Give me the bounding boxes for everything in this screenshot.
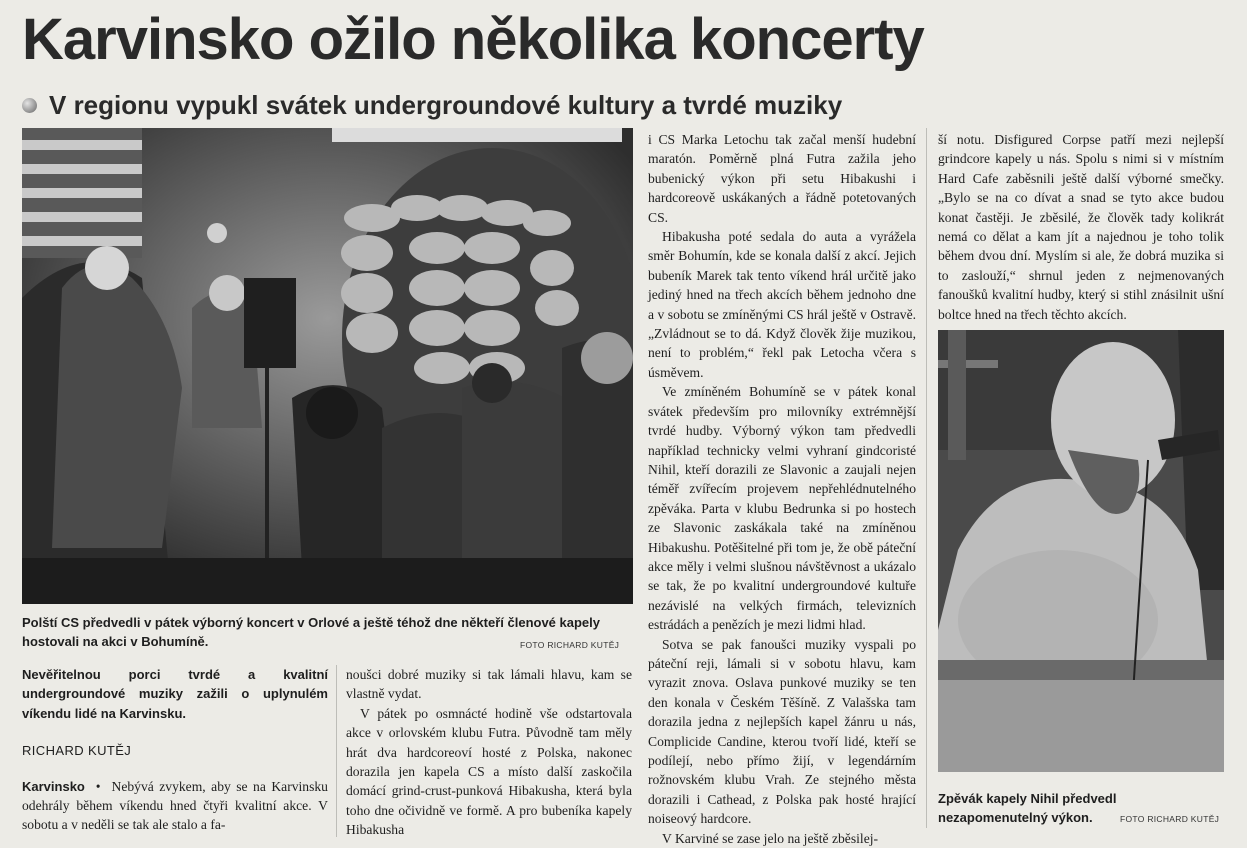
singer-photo — [938, 330, 1224, 772]
lead-paragraph: Nevěřitelnou porci tvrdé a kvalitní undergroundové muziky zažili o uplynulém víkendu lidé na Karvinsku. — [22, 667, 328, 721]
author-byline: RICHARD KUTĚJ — [22, 743, 132, 759]
column-2 — [346, 665, 632, 840]
subheadline: V regionu vypukl svátek undergroundové kultury a tvrdé muziky — [49, 90, 843, 120]
body-paragraph: Hibakusha poté sedala do auta a vyrážela směr Bohumín, kde se konala další z akcí. Jejich bubeník Marek tak tento víkend hrál určitě jako jediný hned na třech akcích během jednoho dne a v sobotu se zmíněnými CS hrál ještě v Ostravě. „Zvládnout se to dá. Když člověk žije muzikou, není to problém,“ řekl pak Letocha včera s úsměvem. — [648, 229, 916, 380]
column-3 — [648, 130, 916, 848]
photo2-credit: FOTO RICHARD KUTĚJ — [1120, 814, 1220, 824]
subheadline-row — [22, 88, 842, 122]
body-paragraph: i CS Marka Letochu tak začal menší hudební maratón. Poměrně plná Futra zažila jeho bubenický výkon při setu Hibakushi i hardcoreově uskákaných a řádně potetovaných CS. — [648, 132, 916, 225]
body-text: Nebývá zvykem, aby se na Karvinsku odehrály během víkendu hned čtyři kvalitní akce. V sobotu a v neděli se tak ale stalo a fa- — [22, 778, 328, 833]
body-paragraph: Sotva se pak fanoušci muziky vyspali po páteční reji, lámali si v sobotu hlavu, kam vyrazit znova. Oslava punkové muziky se ten den konala v Českém Těšíně. Z Valašska tam dorazila jedna z nejlepších kapel žánru u nás, Complicide Candine, kterou tvoří lidé, kteří se podílejí, nebo přímo žijí, v legendárním rožnovském klubu Vrah. Ze stejného města dorazili i Cathead, z Polska pak hosté hrající noiseový hardcore. — [648, 636, 916, 827]
column-divider — [336, 665, 337, 837]
photo1-credit: FOTO RICHARD KUTĚJ — [520, 640, 620, 650]
dateline: Karvinsko — [22, 778, 85, 794]
dateline-bullet: • — [90, 778, 107, 794]
column-1 — [22, 665, 328, 835]
bullet-icon — [22, 98, 37, 113]
column-divider — [926, 128, 927, 828]
body-paragraph: noušci dobré muziky si tak lámali hlavu, kam se vlastně vydat. — [346, 667, 632, 702]
concert-photo — [22, 128, 633, 604]
body-paragraph: V Karviné se zase jelo na ještě zběsilej- — [662, 830, 879, 846]
photo2-caption: Zpěvák kapely Nihil předvedl nezapomenutelný výkon. — [938, 791, 1117, 825]
photo1-caption: Polští CS předvedli v pátek výborný koncert v Orlové a ještě téhož dne někteří členové kapely hostovali na akci v Bohumíně. — [22, 615, 600, 649]
body-paragraph: V pátek po osmnácté hodině vše odstartovala akce v orlovském klubu Futra. Původně tam měly hrát dva hardcoreoví hosté z Polska, nakonec dorazila jen kapela CS a místo další zaskočila domácí grind-crust-punková Hibakusha, která byla toho dne očividně ve formě. A pro bubeníka kapely Hibakusha — [346, 705, 632, 838]
headline: Karvinsko ožilo několika koncerty — [22, 7, 924, 72]
body-paragraph: Ve zmíněném Bohumíně se v pátek konal svátek především pro milovníky extrémnější tvrdé hudby. Výborný výkon tam předvedli například technicky velmi vyhraní gindcoristé Nihil, kteří dorazili ze Slavonic a zaujali nejen téměř zvířecím projevem nepřehlédnutelného zpěváka. Parta v klubu Bedrunka si po hostech ze Slavonic zaskákala také na zmíněnou Hibakushu. Potěšitelné při tom je, že obě páteční akce měly i velmi slušnou návštěvnost a ukázalo se tak, že po kvalitní undergroundové kultuře nezávislé na velkých firmách, televizních estrádách a penězích je mezi lidmi hlad. — [648, 384, 916, 633]
body-paragraph — [22, 777, 328, 835]
column-4 — [938, 130, 1224, 324]
body-paragraph: ší notu. Disfigured Corpse patří mezi nejlepší grindcore kapely u nás. Spolu s nimi si v místním Hard Cafe zaběsnili ještě další výborné smečky. „Bylo se na co dívat a snad se tyto akce budou konat častěji. Je zběsilé, že člověk tady kolikrát nemá co dělat a kam jít a najednou je toho tolik během dvou dní. Myslím si ale, že dobrá muzika si to zaslouží,“ shrnul jeden z nejmenovaných fanoušků kvalitní hudby, který si stihl znásilnit ušní boltce hned na třech těchto akcích. — [938, 132, 1224, 322]
